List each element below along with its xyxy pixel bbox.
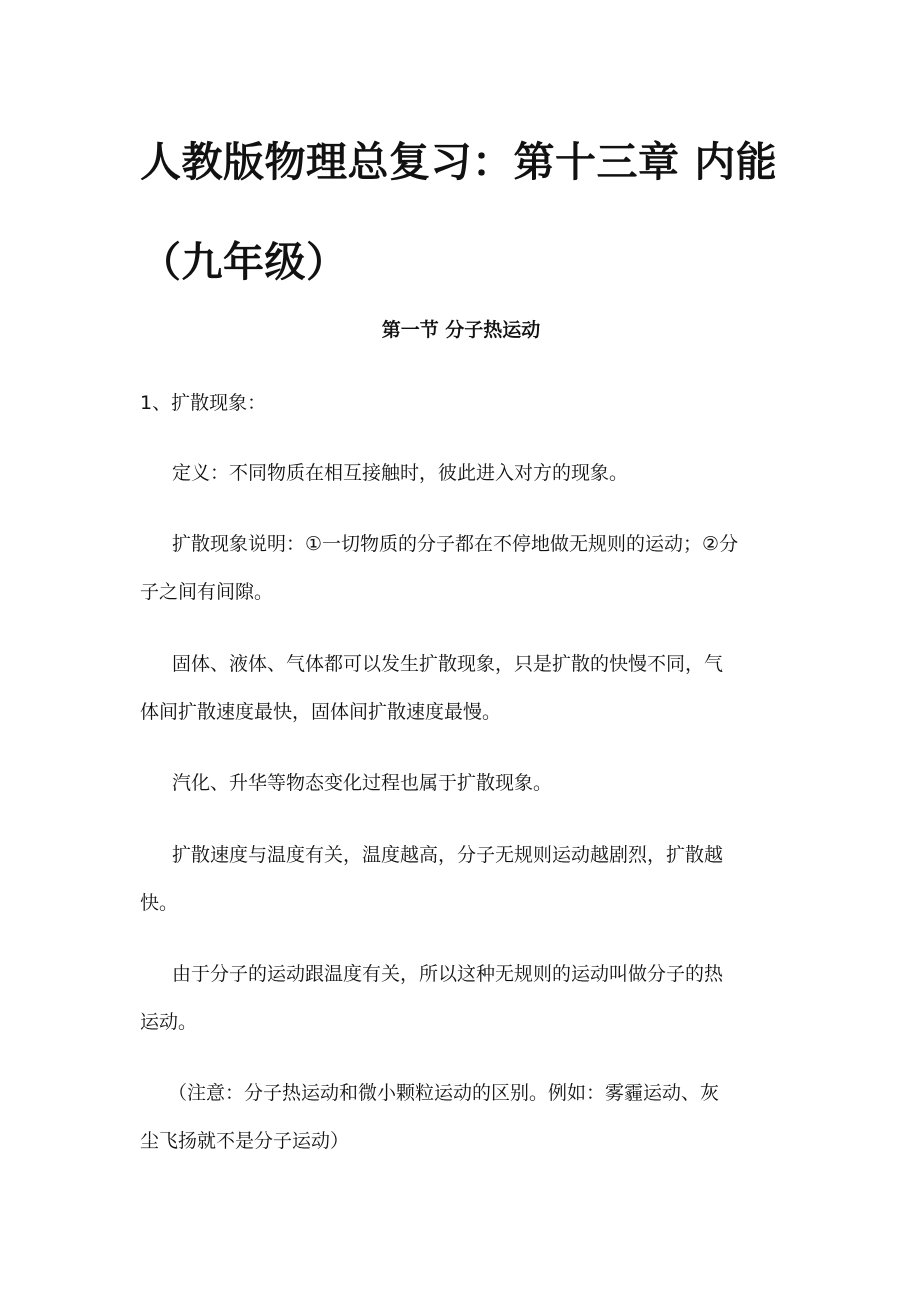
paragraph-explanation-line-1: 扩散现象说明：①一切物质的分子都在不停地做无规则的运动；②分 <box>172 533 739 555</box>
item-1-heading: 1、扩散现象： <box>140 392 267 414</box>
document-title-line-2: （九年级） <box>140 238 348 286</box>
section-heading: 第一节 分子热运动 <box>381 319 541 341</box>
paragraph-states-line-2: 体间扩散速度最快，固体间扩散速度最慢。 <box>140 701 502 723</box>
paragraph-note-line-1: （注意：分子热运动和微小颗粒运动的区别。例如：雾霾运动、灰 <box>168 1082 720 1104</box>
paragraph-temperature-line-2: 快。 <box>140 892 179 914</box>
paragraph-states-line-1: 固体、液体、气体都可以发生扩散现象，只是扩散的快慢不同，气 <box>172 653 724 675</box>
paragraph-temperature-line-1: 扩散速度与温度有关，温度越高，分子无规则运动越剧烈，扩散越 <box>172 844 724 866</box>
paragraph-thermal-motion-line-2: 运动。 <box>140 1011 198 1033</box>
paragraph-explanation-line-2: 子之间有间隙。 <box>140 581 274 603</box>
paragraph-note-line-2: 尘飞扬就不是分子运动） <box>140 1130 350 1152</box>
paragraph-definition: 定义：不同物质在相互接触时，彼此进入对方的现象。 <box>172 462 629 484</box>
paragraph-phase-change: 汽化、升华等物态变化过程也属于扩散现象。 <box>172 772 553 794</box>
document-title-line-1: 人教版物理总复习：第十三章 内能 <box>140 138 778 186</box>
paragraph-thermal-motion-line-1: 由于分子的运动跟温度有关，所以这种无规则的运动叫做分子的热 <box>172 963 724 985</box>
